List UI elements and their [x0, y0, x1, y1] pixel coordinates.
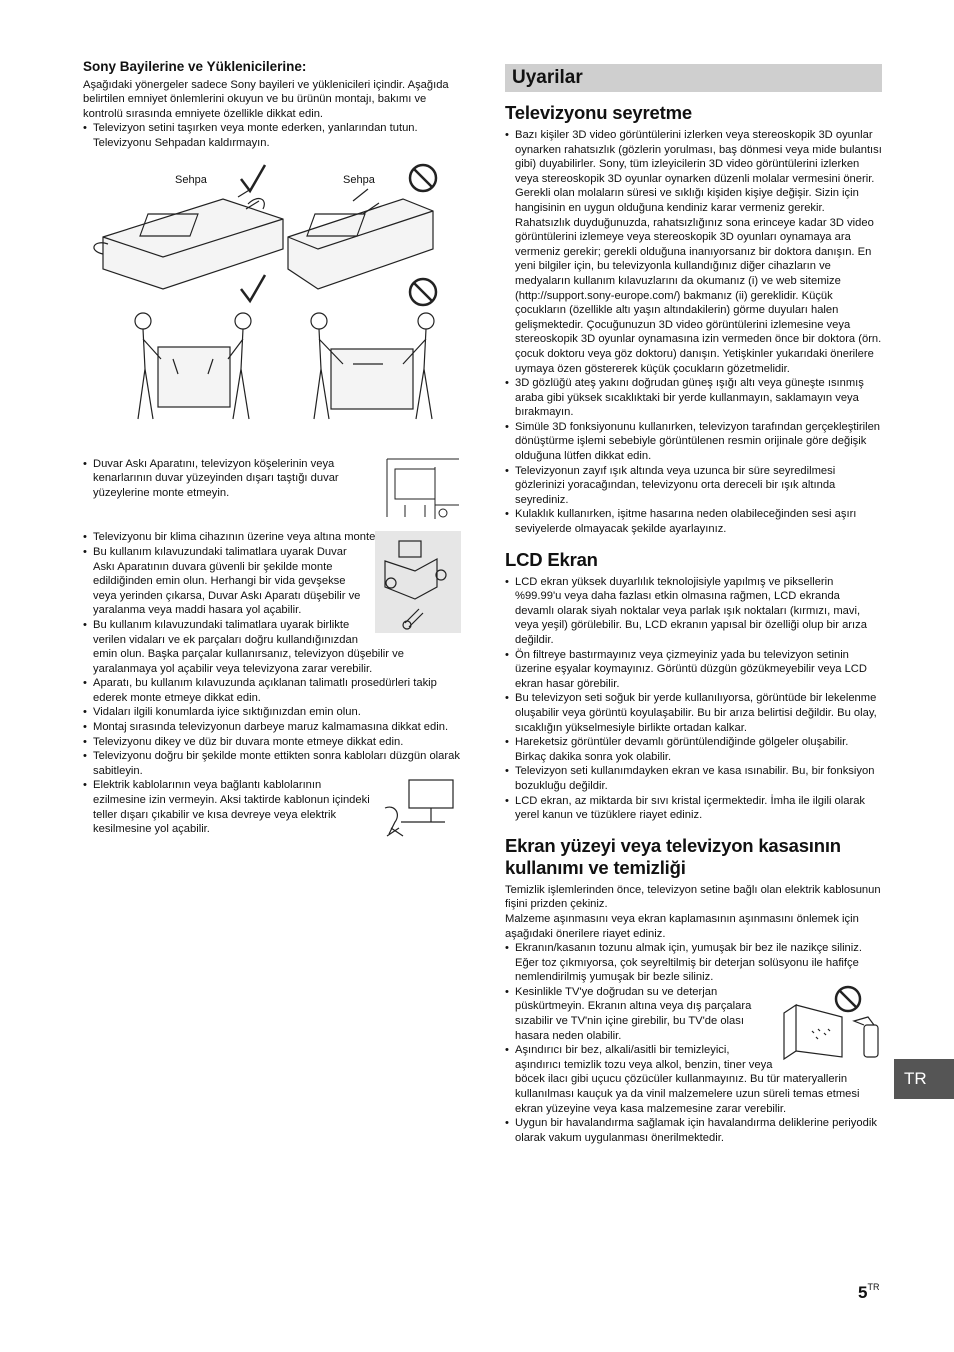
bullet-text: Kesinlikle TV'ye doğrudan su ve deterjan püskürtmeyin. Ekranın altına veya dış parçalara sızabilir ve TV'nin içine girebilir, bu TV'de olası hasara neden olabilir. [515, 985, 752, 1042]
cable-crush-icon [381, 778, 461, 840]
list-item: • Kulaklık kullanırken, işitme hasarına neden olabileceğinden sesi aşırı seviyelerde olmayacak şekilde ayarlayınız. [505, 507, 882, 536]
list-item: • Vidaları ilgili konumlarda iyice sıktığınızdan emin olun. [83, 705, 461, 720]
stand-label-1: Sehpa [175, 173, 207, 186]
list-item: • Televizyonu doğru bir şekilde monte ettikten sonra kabloları düzgün olarak sabitleyin. [83, 749, 461, 778]
bullet-text: Elektrik kablolarının veya bağlantı kablolarının ezilmesine izin vermeyin. Aksi taktirde kablonun içindeki teller dışarı çıkabilir ve kısa devreye veya elektrik kesilmesine yol açabilir. [93, 779, 370, 836]
cleaning-intro-2: Malzeme aşınmasını veya ekran kaplamasının aşınmasını önlemek için aşağıdaki önerilere riayet ediniz. [505, 912, 859, 940]
list-item: • Televizyon seti kullanımdayken ekran ve kasa ısınabilir. Bu, bir fonksiyon bozukluğu değildir. [505, 764, 882, 793]
list-item: • 3D gözlüğü ateş yakını doğrudan güneş ışığı altı veya güneşte ısınmış araba gibi yüksek sıcaklıktaki bir yerde kullanmayın, saklamayın veya bırakmayın. [505, 376, 882, 420]
cleaning-heading: Ekran yüzeyi veya televizyon kasasının kullanımı ve temizliği [505, 834, 841, 878]
list-item: • Bu televizyon seti soğuk bir yerde kullanılıyorsa, görüntüde bir lekelenme oluşabilir veya görüntü koyulaşabilir. Bu bir arıza belirtisi değildir. Bu olay, sıcaklığın yükselmesiyle birlikte ortadan kalkar. [505, 691, 882, 735]
list-item: • Ön filtreye bastırmayınız veya çizmeyiniz yada bu televizyon setinin üzerine eşyalar koymayınız. Görüntü düzgün gözükmeyebilir veya LCD ekran hasar görebilir. [505, 648, 882, 692]
lcd-list [505, 575, 882, 823]
list-item: • Hareketsiz görüntüler devamlı görüntülendiğinde gölgeler oluşabilir. Birkaç dakika sonra yok olabilir. [505, 735, 882, 764]
watching-tv-list [505, 128, 882, 537]
wall-list-a [83, 457, 461, 501]
cleaning-list [505, 941, 882, 1145]
carry-list [83, 121, 461, 150]
list-item: • Aparatı, bu kullanım kılavuzunda açıklanan talimatlı prosedürleri takip ederek monte etmeye dikkat edin. [83, 676, 461, 705]
page-number-value: 5 [858, 1283, 868, 1302]
page-number [858, 1282, 879, 1303]
list-item [83, 545, 461, 618]
list-item: • Simüle 3D fonksiyonunu kullanırken, televizyon tarafından gerçekleştirilen dönüştürme işlemi sebebiyle görüntülenen resmin orijinale göre değişik olduğuna lütfen dikkat edin. [505, 420, 882, 464]
list-item: • Televizyonu dikey ve düz bir duvara monte etmeye dikkat edin. [83, 735, 461, 750]
wall-mount-block [83, 457, 461, 501]
list-item: • Bu kullanım kılavuzundaki talimatlara uyarak birlikte verilen vidaları ve ek parçaları doğru kullandığınızdan emin olun. Başka parçalar kullanırsanız, televizyon düşebilir ve yaralanmaya yol açabilir veya televizyona zarar verebilir. [83, 618, 461, 676]
left-column [83, 60, 461, 840]
language-tab: TR [894, 1059, 954, 1099]
list-item [505, 985, 882, 1043]
page-number-suffix: TR [867, 1282, 880, 1292]
watching-tv-heading: Televizyonu seyretme [505, 102, 692, 123]
stand-label-2: Sehpa [343, 173, 375, 186]
list-item: • Bazı kişiler 3D video görüntülerini izlerken veya stereoskopik 3D oyunlar oynarken rahatsızlık (gözlerin yorulması, baş dönmesi veya mide bulantısı gibi) duyabilirler. Sony, tüm izleyicilerin 3D video görüntülerini izlerken veya stereoskopik 3D oyunlar oynarken düzenli molalar vermesini önerir. Gerekli olan molaların süresi ve sıklığı kişiden kişiye değişir. Sizin için hangisinin en uygun olduğuna kendiniz karar vermeniz gerekir. Rahatsızlık duyduğunuzda, rahatsızlığınız sona erinceye kadar 3D video görüntülerini izlemeye veya stereoskopik 3D oyunları oynamaya ara vermeniz gerekir; gerekli olduğuna inanıyorsanız bir doktora danışın. En yeni bilgiler için, bu televizyonla kullandığınız diğer cihazların ve medyaların kullanım kılavuzlarını da okumanız (i) ve web sitemize (http://support.sony-europe.com/) bakmanız (ii) gereklidir. Küçük çocukların (özellikle altı yaşın altındakilerin) görme duyuları halen gelişmektedir. Çocuğunuzun 3D video görüntülerini izlemesine veya stereoskopik 3D oyunlar oynamasına izin vermeden önce bir doktora (örn. çocuk doktoru veya göz doktoru) danışın. Yetişkinler yukarıdaki önerilere uymaya özen göstererek küçük çocukların gözetmelidir. [505, 128, 882, 376]
list-item: • Montaj sırasında televizyonun darbeye maruz kalmamasına dikkat edin. [83, 720, 461, 735]
list-item: • LCD ekran, az miktarda bir sıvı kristal içermektedir. İmha ile ilgili olarak yerel kanun ve tüzüklere riayet ediniz. [505, 794, 882, 823]
list-item [83, 778, 461, 836]
list-item: • Ekranın/kasanın tozunu almak için, yumuşak bir bez ile nazikçe siliniz. Eğer toz çıkmıyorsa, çok seyreltilmiş bir deterjan solüsyonu ile hafifçe nemlendirilmiş yumuşak bir bezle siliniz. [505, 941, 882, 985]
list-item: • Televizyon setini taşırken veya monte ederken, yanlarından tutun. Televizyonu Sehpadan kaldırmayın. [83, 121, 461, 150]
right-column [505, 64, 882, 1145]
dealers-heading: Sony Bayilerine ve Yüklenicilerine: [83, 59, 307, 74]
dealers-intro: Aşağıdaki yönergeler sadece Sony bayileri ve yüklenicileri içindir. Aşağıda belirtilen emniyet önlemlerini okuyun ve bu ürünün montajı, bakımı ve kontrolü sırasında emniyete özellikle dikkat edin. [83, 78, 449, 120]
wall-list-b [83, 530, 461, 836]
wall-mount-block-2 [83, 530, 461, 836]
warnings-band: Uyarilar [505, 64, 882, 92]
bullet-text: Bu kullanım kılavuzundaki talimatlara uyarak Duvar Askı Aparatının duvara güvenli bir şekilde monte edildiğinden emin olun. Herhangi bir vida gevşekse veya yerinden çıkarsa, Duvar Askı Aparatı düşebilir ve yaralanma veya maddi hasara yol açabilir. [93, 545, 361, 617]
carry-figures [83, 159, 461, 449]
list-item: • Televizyonun zayıf ışık altında veya uzunca bir süre seyredilmesi gözlerinizi yoracağından, televizyonu orta dereceli bir ışık altında seyrediniz. [505, 464, 882, 508]
list-item: • Aşındırıcı bir bez, alkali/asitli bir temizleyici, aşındırıcı temizlik tozu veya alkol, benzin, tiner veya böcek ilacı gibi uçucu çözücüler kullanmayınız. Bu tür materyallerin kullanılması kauçuk ya da vinil malzemelere uzun süreli temas etmesi ekran yüzeyine veya kasa malzemesine zarar verebilir. [505, 1043, 882, 1116]
carry-illustration [83, 159, 461, 449]
list-item: • Duvar Askı Aparatını, televizyon köşelerinin veya kenarlarının duvar yüzeyinden dışarı taştığı duvar yüzeylerine monte etmeyin. [83, 457, 461, 501]
list-item: • LCD ekran yüksek duyarlılık teknolojisiyle yapılmış ve piksellerin %99.99'u veya daha fazlası etkin olmasına rağmen, LCD ekranda devamlı olarak siyah noktalar veya parlak ışık noktaları (kırmızı, mavi, veya yeşil) görülebilir. Bu, LCD ekranın yapısal bir özelliği olup bir arıza değildir. [505, 575, 882, 648]
list-item: • Uygun bir havalandırma sağlamak için havalandırma deliklerine periyodik olarak vakum uygulanması önerilmektedir. [505, 1116, 882, 1145]
cleaning-intro-1: Temizlik işlemlerinden önce, televizyon setine bağlı olan elektrik kablosunun fişini prizden çekiniz. [505, 883, 881, 911]
list-item: • Televizyonu bir klima cihazının üzerine veya altına monte etmeyin. [83, 530, 461, 545]
lcd-heading: LCD Ekran [505, 548, 598, 570]
